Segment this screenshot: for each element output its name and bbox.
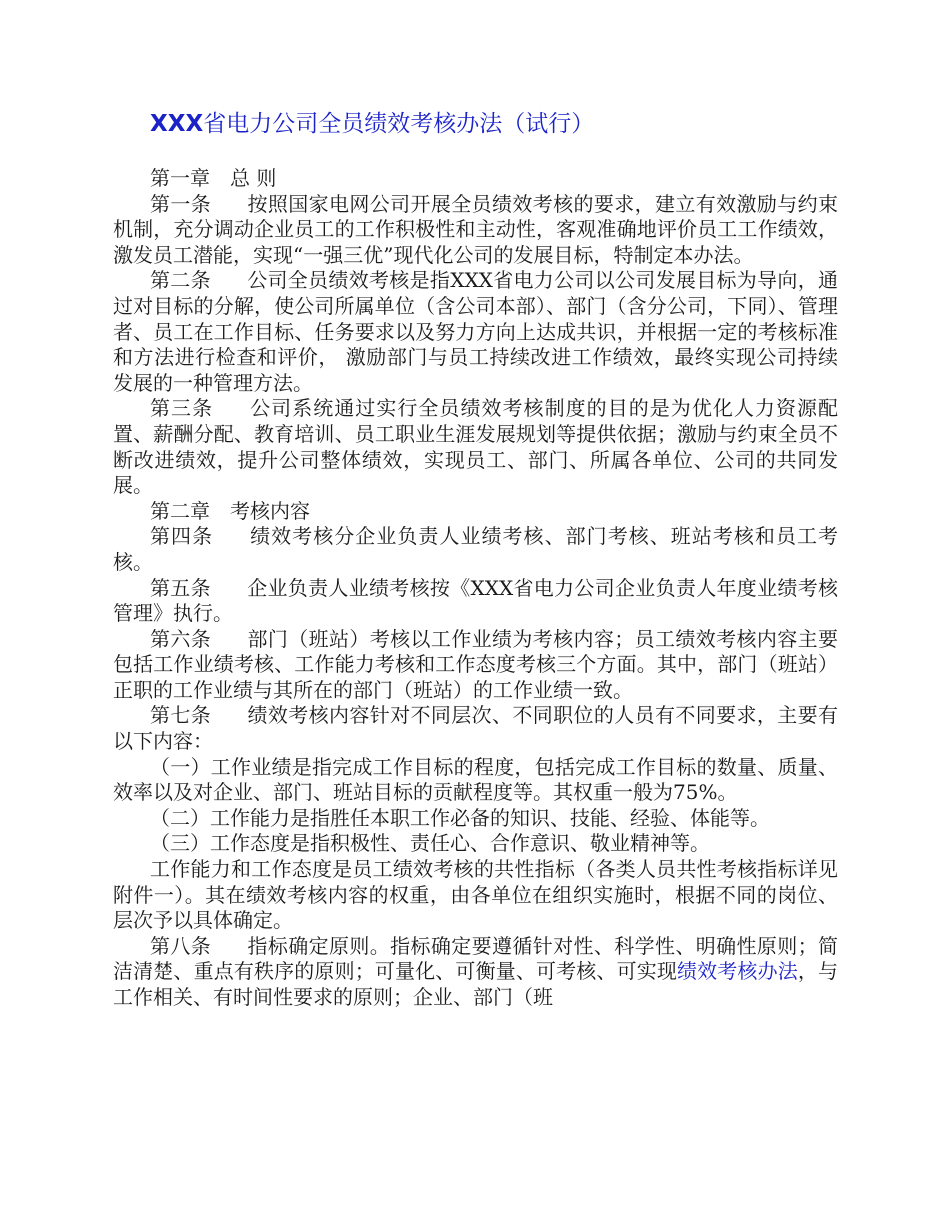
title-rest: 省电力公司全员绩效考核办法（试行） [203,111,595,137]
article-4-label: 第四条 [150,524,214,549]
article-7-text: 绩效考核内容针对不同层次、不同职位的人员有不同要求，主要有以下内容： [113,703,838,754]
article-7-item-1: （一）工作业绩是指完成工作目标的程度，包括完成工作目标的数量、质量、效率以及对企业、部门、班站目标的贡献程度等。其权重一般为75%。 [113,754,838,805]
article-8 [113,934,838,1011]
article-6-label: 第六条 [150,626,212,651]
article-4-text: 绩效考核分企业负责人业绩考核、部门考核、班站考核和员工考核。 [113,524,839,574]
article-1 [113,192,838,269]
article-3-label: 第三条 [150,396,214,421]
chapter-1-name: 总 则 [230,166,277,190]
chapter-2-heading [113,499,838,525]
article-2 [113,268,838,396]
article-2-label: 第二条 [150,268,211,293]
chapter-1-heading [113,166,838,192]
article-5-label: 第五条 [150,575,211,600]
article-6-text: 部门（班站）考核以工作业绩为考核内容；员工绩效考核内容主要包括工作业绩考核、工作能力考核和工作态度考核三个方面。其中，部门（班站）正职的工作业绩与其所在的部门（班站）的工作业绩一致。 [113,626,838,702]
article-8-label: 第八条 [150,933,212,958]
article-5-text: 企业负责人业绩考核按《XXX省电力公司企业负责人年度业绩考核管理》执行。 [113,575,839,626]
article-7-label: 第七条 [150,703,212,728]
performance-appraisal-link[interactable]: 绩效考核办法 [677,959,798,984]
article-7-item-2: （二）工作能力是指胜任本职工作必备的知识、技能、经验、体能等。 [150,805,770,830]
article-1-text: 按照国家电网公司开展全员绩效考核的要求，建立有效激励与约束机制，充分调动企业员工的工作积极性和主动性，客观准确地评价员工工作绩效，激发员工潜能，实现“一强三优”现代化公司的发展目标，特制定本办法。 [113,191,838,267]
article-2-text: 公司全员绩效考核是指XXX省电力公司以公司发展目标为导向，通过对目标的分解，使公司所属单位（含公司本部）、部门（含分公司，下同）、管理者、员工在工作目标、任务要求以及努力方向上达成共识，并根据一定的考核标准和方法进行检查和评价， 激励部门与员工持续改进工作绩效，最终实现公司持续发展的一种管理方法。 [113,268,839,395]
document-title [150,104,838,144]
chapter-1-number: 第一章 [150,166,210,190]
common-indicator-note: 工作能力和工作态度是员工绩效考核的共性指标（各类人员共性考核指标详见附件一）。其在绩效考核内容的权重，由各单位在组织实施时，根据不同的岗位、层次予以具体确定。 [113,857,838,933]
chapter-2-number: 第二章 [150,498,210,523]
article-3-text: 公司系统通过实行全员绩效考核制度的目的是为优化人力资源配置、薪酬分配、教育培训、员工职业生涯发展规划等提供依据；激励与约束全员不断改进绩效，提升公司整体绩效，实现员工、部门、所属各单位、公司的共同发展。 [113,396,839,498]
article-6 [113,627,838,704]
article-4 [113,524,838,575]
article-7 [113,703,838,754]
document-page [113,104,838,1011]
article-8-text-before: 指标确定原则。指标确定要遵循针对性、科学性、明确性原则；简洁清楚、重点有秩序的原则；可量化、可衡量、可考核、可实现 [113,933,838,984]
article-7-item-3: （三）工作态度是指积极性、责任心、合作意识、敬业精神等。 [150,831,710,856]
title-prefix: XXX [150,111,204,137]
article-5 [113,576,838,627]
chapter-2-name: 考核内容 [230,498,310,523]
article-1-label: 第一条 [150,191,212,216]
article-3 [113,396,838,498]
article-8-text-after: ，与工作相关、有时间性要求的原则；企业、部门（班 [113,959,839,1009]
